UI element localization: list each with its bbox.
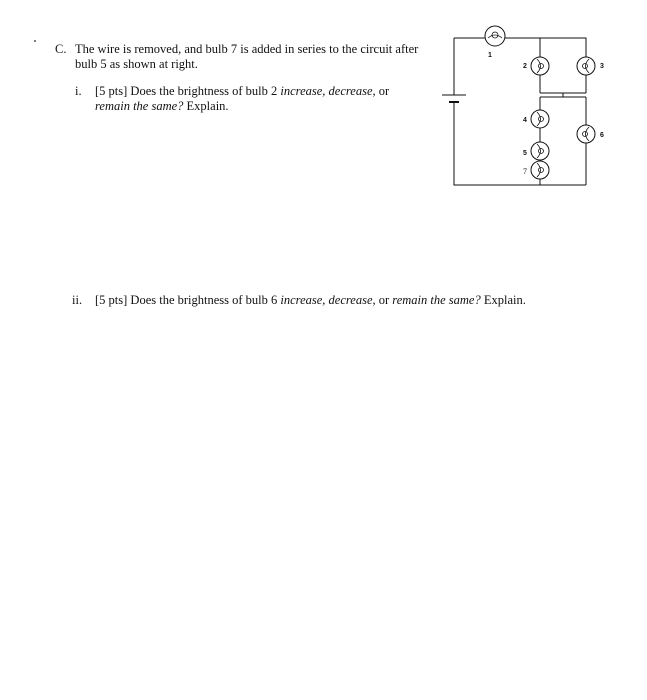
part-i-prompt: Does the brightness of bulb 2 [130,84,278,98]
bulb-4-label: 4 [523,117,527,124]
bulb-1-label: 1 [488,52,492,59]
part-i-or: or [378,84,390,98]
part-i-points: [5 pts] [95,84,128,98]
part-ii-text [95,293,526,308]
bulb-7-label: 7 [523,167,527,176]
bulb-7-icon [531,161,549,179]
bulb-1-icon [485,26,505,46]
circuit-wires [454,38,586,185]
bulb-3-icon [577,57,595,75]
bulb-6-icon [577,125,595,143]
part-i-number: i. [75,84,82,98]
part-i-option-2: remain the same? [95,98,184,113]
bulb-6-label: 6 [600,132,604,139]
question-c-text: The wire is removed, and bulb 7 is added in series to the circuit after bulb 5 as shown at right. [75,42,419,71]
battery-icon [442,95,466,102]
part-i-option-1: increase, decrease, [280,84,376,98]
part-ii-number: ii. [72,293,83,307]
bulb-4-icon [531,110,549,128]
part-ii-or: or [378,293,390,307]
part-ii-explain: Explain. [483,293,526,307]
part-ii-option-2: remain the same? [392,293,481,307]
part-ii-prompt: Does the brightness of bulb 6 [130,293,278,307]
part-i-text [95,84,415,113]
bulb-5-label: 5 [523,150,527,157]
bulb-5-icon [531,142,549,160]
part-i-explain: Explain. [186,98,229,113]
question-c-letter: C. [55,42,67,56]
bulb-2-label: 2 [523,63,527,70]
bulb-3-label: 3 [600,63,604,70]
bulb-2-icon [531,57,549,75]
circuit-diagram [438,20,608,192]
stray-mark [34,40,36,42]
part-ii-option-1: increase, decrease, [280,293,376,307]
part-ii-points: [5 pts] [95,293,128,307]
